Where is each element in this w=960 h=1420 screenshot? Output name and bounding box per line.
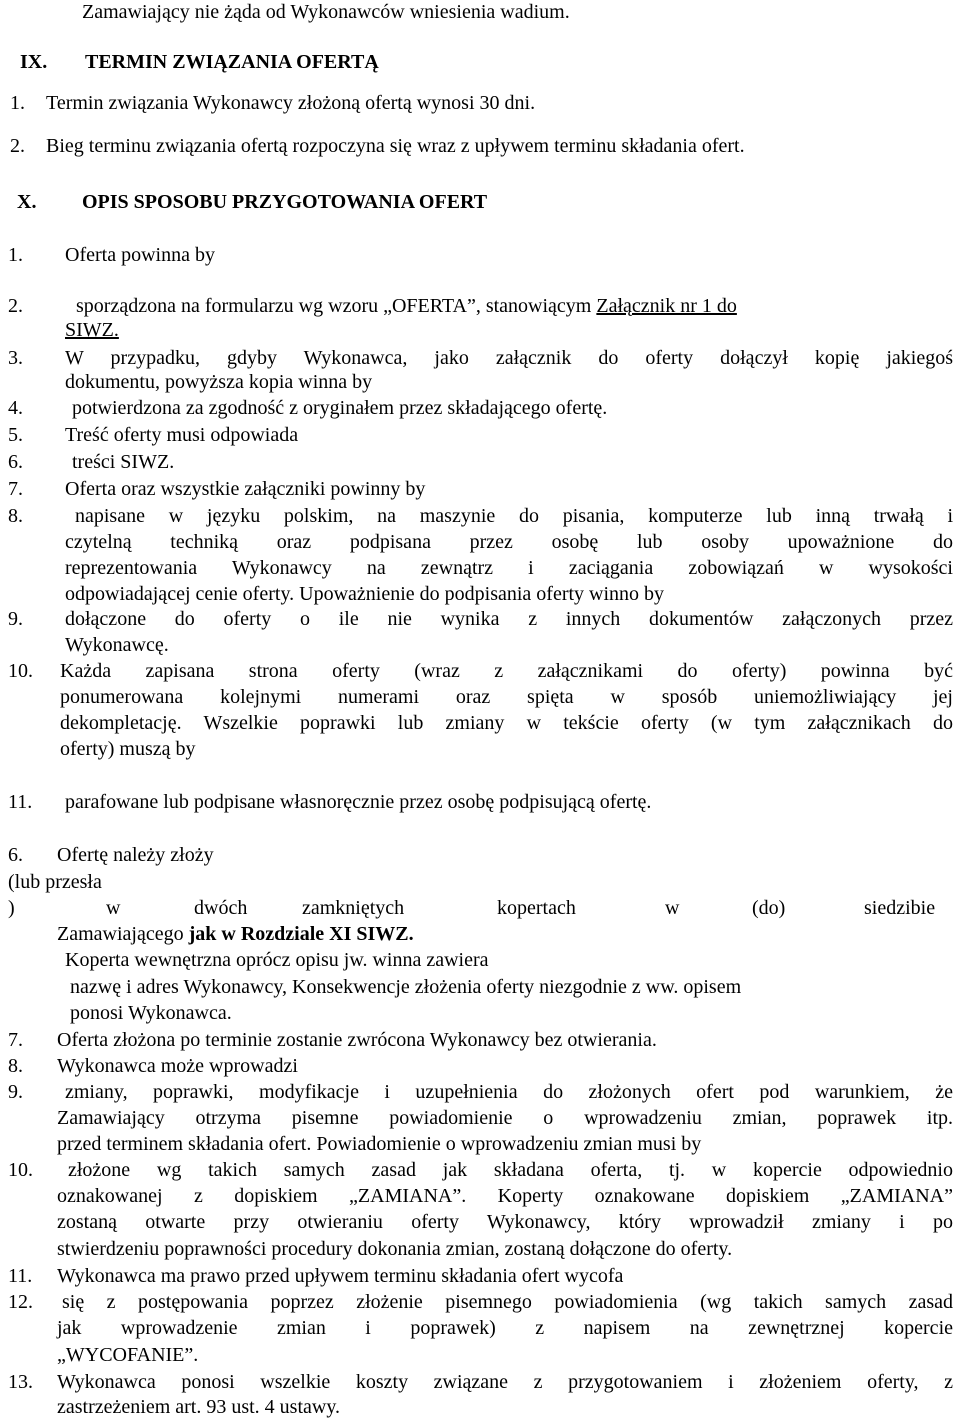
x-item-10-text-line-3: dekompletację. Wszelkie poprawki lub zmiany w tekście oferty (w tym załącznikach do [60,712,953,734]
x-item-2-text [76,294,737,318]
x-item-9-number: 9. [8,608,23,630]
x-item-3-text-line-1: W przypadku, gdyby Wykonawca, jako załącznik do oferty dołączył kopię jakiegoś [65,347,953,369]
x-item-1-text: Oferta powinna by [65,244,215,266]
inner-envelope-contents-line-1: nazwę i adres Wykonawcy, Konsekwencje złożenia oferty niezgodnie z ww. opisem [70,976,742,998]
submission-item-7-text: Oferta złożona po terminie zostanie zwrócona Wykonawcy bez otwierania. [57,1029,657,1051]
submission-item-8-text: Wykonawca może wprowadzi [57,1055,298,1077]
x-item-3-number: 3. [8,347,23,369]
x-item-4-number: 4. [8,397,23,419]
submission-item-11-text: Wykonawca ma prawo przed upływem terminu składania ofert wycofa [57,1265,624,1287]
submission-item-11-number: 11. [8,1265,33,1287]
envelope-row-word-1: ) [8,897,15,919]
x-item-10-text-line-2: ponumerowana kolejnymi numerami oraz spięta w sposób uniemożliwiający jej [60,686,953,708]
envelope-row-word-3: dwóch [194,897,248,919]
envelope-row-word-2: w [106,897,121,919]
envelope-row-word-7: (do) [752,897,786,919]
submission-item-13-number: 13. [8,1371,33,1393]
x-item-10-text-line-1: Każda zapisana strona oferty (wraz z załącznikami do oferty) powinna być [60,660,953,682]
submission-item-7-number: 7. [8,1029,23,1051]
envelope-row-word-5: kopertach [497,897,576,919]
x-item-8-text-line-4: odpowiadającej cenie oferty. Upoważnienie do podpisania oferty winno by [65,583,665,605]
submission-item-9-number: 9. [8,1081,23,1103]
submission-item-12-text-line-3: „WYCOFANIE”. [57,1344,199,1366]
ix-item-1-number: 1. [10,92,25,114]
attachment-1-reference: Załącznik nr 1 do [596,295,737,317]
inner-envelope-note: Koperta wewnętrzna oprócz opisu jw. winna zawiera [65,949,489,971]
envelope-row-word-8: siedzibie [864,897,936,919]
submission-item-6-post-note: (lub przesła [8,871,102,893]
x-item-2-number: 2. [8,295,23,317]
section-x-title: OPIS SPOSOBU PRZYGOTOWANIA OFERT [82,191,488,213]
submission-item-10-number: 10. [8,1159,33,1181]
envelope-row-word-6: w [665,897,680,919]
x-item-10-text-line-4: oferty) muszą by [60,738,196,760]
x-item-5-number: 5. [8,424,23,446]
ix-item-1-text: Termin związania Wykonawcy złożoną ofertą wynosi 30 dni. [46,92,536,114]
x-item-9-text-line-2: Wykonawcę. [65,634,169,656]
x-item-6-number: 6. [8,451,23,473]
x-item-8-number: 8. [8,505,23,527]
submission-item-6-location [57,922,414,946]
x-item-8-text-line-2: czytelną techniką oraz podpisana przez osobę lub osoby upoważnione do [65,531,953,553]
x-item-1-number: 1. [8,244,23,266]
submission-item-13-text-line-1: Wykonawca ponosi wszelkie koszty związane z przygotowaniem i złożeniem oferty, z [57,1371,953,1393]
submission-item-10-text-line-4: stwierdzeniu poprawności procedury dokonania zmian, zostaną dołączone do oferty. [57,1238,733,1260]
x-item-10-number: 10. [8,660,33,682]
x-item-5-text: Treść oferty musi odpowiada [65,424,299,446]
x-item-6-text: treści SIWZ. [72,451,175,473]
submission-item-8-number: 8. [8,1055,23,1077]
x-item-7-text: Oferta oraz wszystkie załączniki powinny by [65,478,426,500]
submission-item-9-text-line-2: Zamawiający otrzyma pisemne powiadomienie o wprowadzeniu zmian, poprawek itp. [57,1107,953,1129]
envelope-row-word-4: zamkniętych [302,897,405,919]
submission-item-12-number: 12. [8,1291,33,1313]
x-item-8-text-line-3: reprezentowania Wykonawcy na zewnątrz i zaciągania zobowiązań w wysokości [65,557,953,579]
section-ix-title: TERMIN ZWIĄZANIA OFERTĄ [85,51,379,73]
section-ix-number: IX. [20,51,48,73]
x-item-8-text-line-1: napisane w języku polskim, na maszynie do pisania, komputerze lub inną trwałą i [75,505,953,527]
x-item-11-number: 11. [8,791,33,813]
wadium-statement: Zamawiający nie żąda od Wykonawców wniesienia wadium. [82,1,570,23]
submission-item-6-text: Ofertę należy złoży [57,844,214,866]
section-x-number: X. [17,191,37,213]
submission-item-12-text-line-1: się z postępowania poprzez złożenie pisemnego powiadomienia (wg takich samych zasad [62,1291,953,1313]
submission-item-9-text-line-1: zmiany, poprawki, modyfikacje i uzupełnienia do złożonych ofert pod warunkiem, że [65,1081,953,1103]
submission-item-13-text-line-2: zastrzeżeniem art. 93 ust. 4 ustawy. [57,1396,341,1418]
x-item-4-text: potwierdzona za zgodność z oryginałem przez składającego ofertę. [72,397,608,419]
chapter-xi-reference: jak w Rozdziale XI SIWZ. [188,923,414,945]
x-item-2-siwz: SIWZ. [65,319,119,341]
submission-item-6-location-part-1: Zamawiającego [57,923,184,945]
inner-envelope-contents-line-2: ponosi Wykonawca. [70,1002,232,1024]
submission-item-12-text-line-2: jak wprowadzenie zmian i poprawek) z napisem na zewnętrznej kopercie [57,1317,953,1339]
x-item-2-text-part-1: sporządzona na formularzu wg wzoru „OFERTA”, stanowiącym [76,295,592,317]
submission-item-10-text-line-3: zostaną otwarte przy otwieraniu oferty Wykonawcy, który wprowadził zmiany i po [57,1211,953,1233]
submission-item-6-number: 6. [8,844,23,866]
submission-item-10-text-line-2: oznakowanej z dopiskiem „ZAMIANA”. Koperty oznakowane dopiskiem „ZAMIANA” [57,1185,953,1207]
ix-item-2-number: 2. [10,135,25,157]
x-item-11-text: parafowane lub podpisane własnoręcznie przez osobę podpisującą ofertę. [65,791,652,813]
x-item-3-text-line-2: dokumentu, powyższa kopia winna by [65,371,373,393]
ix-item-2-text: Bieg terminu związania ofertą rozpoczyna się wraz z upływem terminu składania ofert. [46,135,745,157]
x-item-9-text-line-1: dołączone do oferty o ile nie wynika z innych dokumentów załączonych przez [65,608,953,630]
x-item-7-number: 7. [8,478,23,500]
submission-item-9-text-line-3: przed terminem składania ofert. Powiadomienie o wprowadzeniu zmian musi by [57,1133,702,1155]
submission-item-10-text-line-1: złożone wg takich samych zasad jak składana oferta, tj. w kopercie odpowiednio [68,1159,953,1181]
